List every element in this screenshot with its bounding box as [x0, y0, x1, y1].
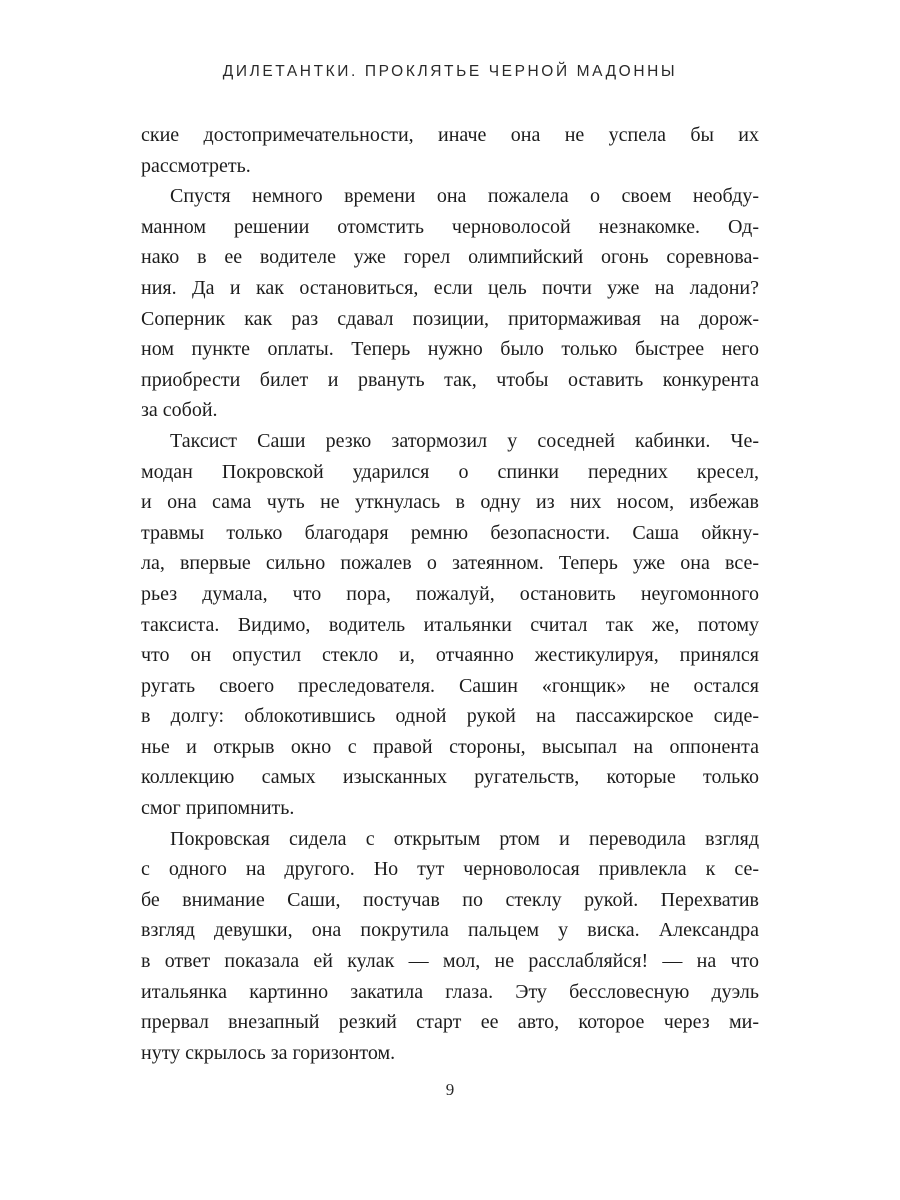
text-line: ния. Да и как остановиться, если цель почти уже на ладони?	[141, 276, 759, 299]
text-line: прервал внезапный резкий старт ее авто, которое через ми-	[141, 1011, 759, 1034]
text-line: ругать своего преследователя. Сашин «гонщик» не остался	[141, 674, 759, 697]
text-line: ном пункте оплаты. Теперь нужно было только быстрее него	[141, 338, 759, 361]
page-number: 9	[445, 1080, 455, 1099]
running-head: ДИЛЕТАНТКИ. ПРОКЛЯТЬЕ ЧЕРНОЙ МАДОННЫ	[222, 63, 678, 80]
text-line: и она сама чуть не уткнулась в одну из них носом, избежав	[141, 491, 759, 514]
text-line: таксиста. Видимо, водитель итальянки считал так же, потому	[141, 613, 759, 636]
text-line: Таксист Саши резко затормозил у соседней кабинки. Че-	[170, 429, 759, 452]
text-line: смог припомнить.	[141, 797, 295, 820]
text-line: в долгу: облокотившись одной рукой на пассажирское сиде-	[141, 705, 759, 728]
text-line: Соперник как раз сдавал позиции, притормаживая на дорож-	[141, 307, 759, 330]
text-line: Покровская сидела с открытым ртом и переводила взгляд	[170, 827, 759, 850]
text-line: рьез думала, что пора, пожалуй, остановить неугомонного	[141, 582, 759, 605]
text-line: в ответ показала ей кулак — мол, не расслабляйся! — на что	[141, 950, 759, 973]
text-line: ла, впервые сильно пожалев о затеянном. Теперь уже она все-	[141, 552, 759, 575]
text-line: за собой.	[141, 399, 218, 422]
text-line: ские достопримечательности, иначе она не успела бы их	[141, 124, 759, 146]
text-line: Спустя немного времени она пожалела о своем необду-	[170, 185, 759, 208]
text-line: взгляд девушки, она покрутила пальцем у виска. Александра	[141, 919, 759, 942]
text-line: коллекцию самых изысканных ругательств, которые только	[141, 766, 759, 789]
text-line: нуту скрылось за горизонтом.	[141, 1041, 396, 1064]
text-line: манном решении отомстить черноволосой незнакомке. Од-	[141, 215, 759, 238]
text-line: травмы только благодаря ремню безопасности. Саша ойкну-	[141, 521, 759, 544]
text-line: итальянка картинно закатила глаза. Эту бессловесную дуэль	[141, 980, 759, 1003]
text-line: модан Покровской ударился о спинки передних кресел,	[141, 460, 759, 483]
text-line: рассмотреть.	[141, 154, 251, 177]
text-line: нако в ее водителе уже горел олимпийский огонь соревнова-	[141, 246, 759, 269]
text-line: что он опустил стекло и, отчаянно жестикулируя, принялся	[141, 644, 759, 667]
text-line: бе внимание Саши, постучав по стеклу рукой. Перехватив	[141, 888, 759, 911]
text-line: нье и открыв окно с правой стороны, высыпал на оппонента	[141, 735, 759, 758]
text-line: приобрести билет и рвануть так, чтобы оставить конкурента	[141, 368, 759, 391]
text-line: с одного на другого. Но тут черноволосая привлекла к се-	[141, 858, 759, 881]
body-text	[141, 120, 759, 1068]
